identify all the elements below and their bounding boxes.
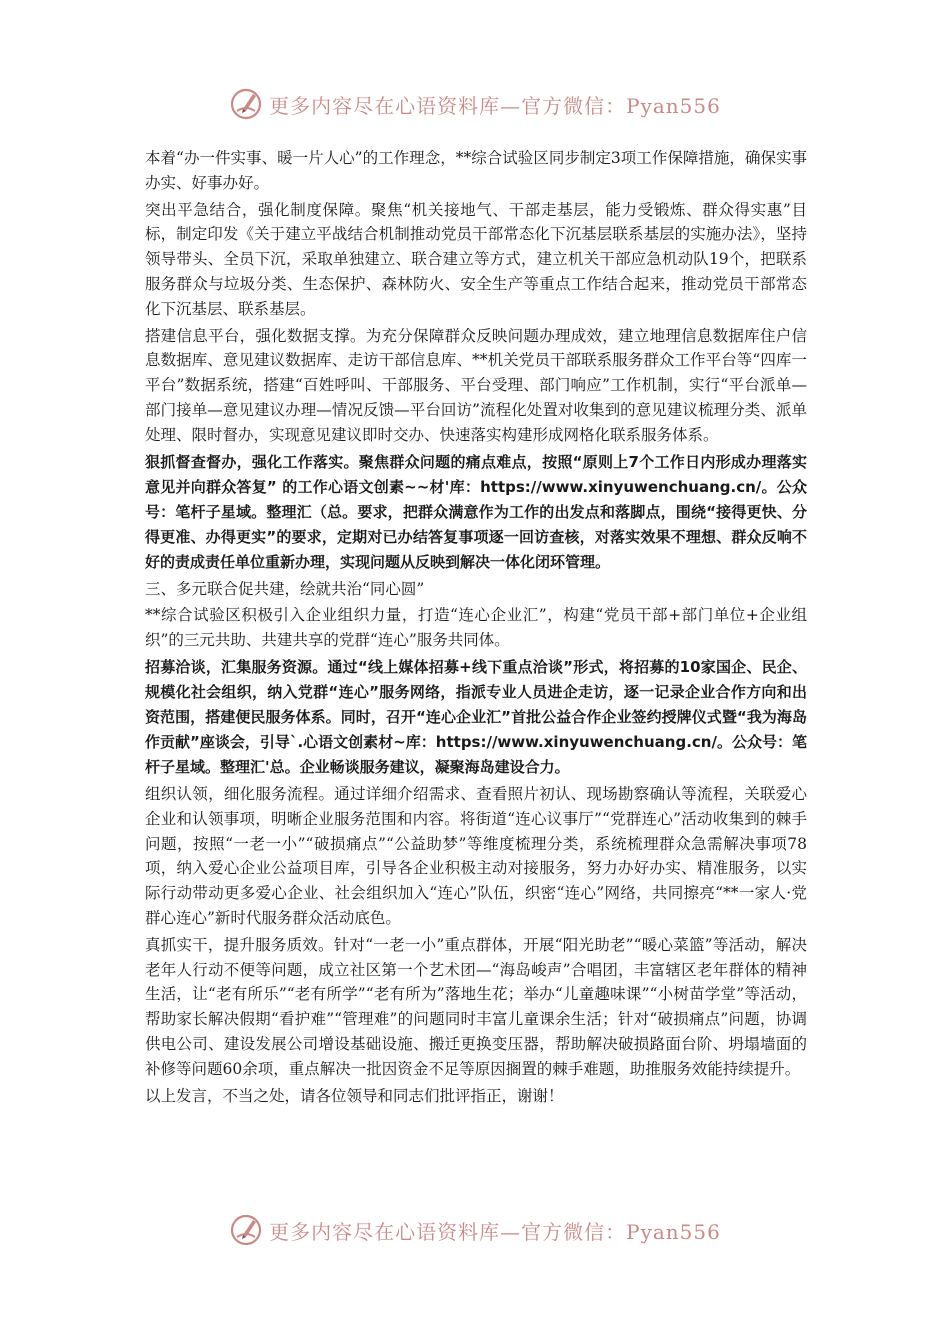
paragraph-service-effect: 真抓实干，提升服务质效。针对“一老一小”重点群体，开展“阳光助老”“暖心菜篮”等活动，解决老年人行动不便等问题，成立社区第一个艺术团—“海岛峻声”合唱团，丰富辖区老年群体的精神生活，让“老有所乐”“老有所学”“老有所为”落地生花；举办“儿童趣味课”“小树苗学堂”等活动，帮助家长解决假期“看护难”“管理难”的问题同时丰富儿童课余生活；针对“破损痛点”问题，协调供电公司、建设发展公司增设基础设施、搬迁更换变压器，帮助解决破损路面台阶、坍塌墙面的补修等问题60余项，重点解决一批因资金不足等原因搁置的棘手难题，助推服务效能持续提升。 [145,935,807,1078]
pen-book-logo-icon [229,1213,263,1247]
banner-text: 更多内容尽在心语资料库—官方微信：Pyan556 [269,93,721,118]
banner-text: 更多内容尽在心语资料库—官方微信：Pyan556 [269,1219,721,1244]
paragraph-enterprise-intro: **综合试验区积极引入企业组织力量，打造“连心企业汇”，构建“党员干部+部门单位+企业组织”的三元共助、共建共享的党群“连心”服务共同体。 [145,606,807,650]
paragraph-supervision: 狠抓督查督办，强化工作落实。聚焦群众问题的痛点难点，按照“原则上7个工作日内形成办理落实意见并向群众答复” 的工作心语文创素~~材'库：https://www.xinyuwenchuang.cn/。公众号：笔杆子星域。整理汇（总。要求，把群众满意作为工作的出发点和落脚点，围绕“接得更快、分得更准、办得更实”的要求，定期对已办结答复事项逐一回访查核，对落实效果不理想、群众反响不好的责成责任单位重新办理，实现问题从反映到解决一体化闭环管理。 [145,452,807,571]
pen-book-logo-icon [229,87,263,121]
paragraph-closing: 以上发言，不当之处，请各位领导和同志们批评指正，谢谢！ [145,1086,564,1105]
document-body [145,146,807,1110]
paragraph-guarantee-intro: 本着“办一件实事、暖一片人心”的工作理念，**综合试验区同步制定3项工作保障措施，确保实事办实、好事办好。 [145,149,807,192]
section-heading-three: 三、多元联合促共建，绘就共治“同心圆” [145,579,425,598]
paragraph-system-guarantee: 突出平急结合，强化制度保障。聚焦“机关接地气、干部走基层，能力受锻炼、群众得实惠”目标，制定印发《关于建立平战结合机制推动党员干部常态化下沉基层联系基层的实施办法》，坚持领导带头、全员下沉，采取单独建立、联合建立等方式，建立机关干部应急机动队19个，把联系服务群众与垃圾分类、生态保护、森林防火、安全生产等重点工作结合起来，推动党员干部常态化下沉基层、联系基层。 [145,200,807,318]
paragraph-organization-claim: 组织认领，细化服务流程。通过详细介绍需求、查看照片初认、现场勘察确认等流程，关联爱心企业和认领事项，明晰企业服务范围和内容。将街道“连心议事厅”“党群连心”活动收集到的棘手问题，按照“一老一小”“破损痛点”“公益助梦”等维度梳理分类，系统梳理群众急需解决事项78项，纳入爱心企业公益项目库，引导各企业积极主动对接服务，努力办好办实、精准服务，以实际行动带动更多爱心企业、社会组织加入“连心”队伍，织密“连心”网络，共同擦亮“**一家人·党群心连心”新时代服务群众活动底色。 [145,784,807,927]
paragraph-info-platform: 搭建信息平台，强化数据支撑。为充分保障群众反映问题办理成效，建立地理信息数据库住户信息数据库、意见建议数据库、走访干部信息库、**机关党员干部联系服务群众工作平台等“四库一平台”数据系统，搭建“百姓呼叫、干部服务、平台受理、部门响应”工作机制，实行“平台派单—部门接单—意见建议办理—情况反馈—平台回访”流程化处置对收集到的意见建议梳理分类、派单处理、限时督办，实现意见建议即时交办、快速落实构建形成网格化联系服务体系。 [145,326,807,444]
paragraph-recruitment: 招募洽谈，汇集服务资源。通过“线上媒体招募+线下重点洽谈”形式，将招募的10家国企、民企、规模化社会组织，纳入党群“连心”服务网络，指派专业人员进企走访，逐一记录企业合作方向和出资范围，搭建便民服务体系。同时，召开“连心企业汇”首批公益合作企业签约授牌仪式暨“我为海岛作贡献”座谈会，引导`.心语文创素材~库：https://www.xinyuwenchuang.cn/。公众号：笔杆子星域。整理汇'总。企业畅谈服务建议，凝聚海岛建设合力。 [145,657,807,776]
footer-banner [0,1210,950,1250]
header-banner [0,84,950,124]
